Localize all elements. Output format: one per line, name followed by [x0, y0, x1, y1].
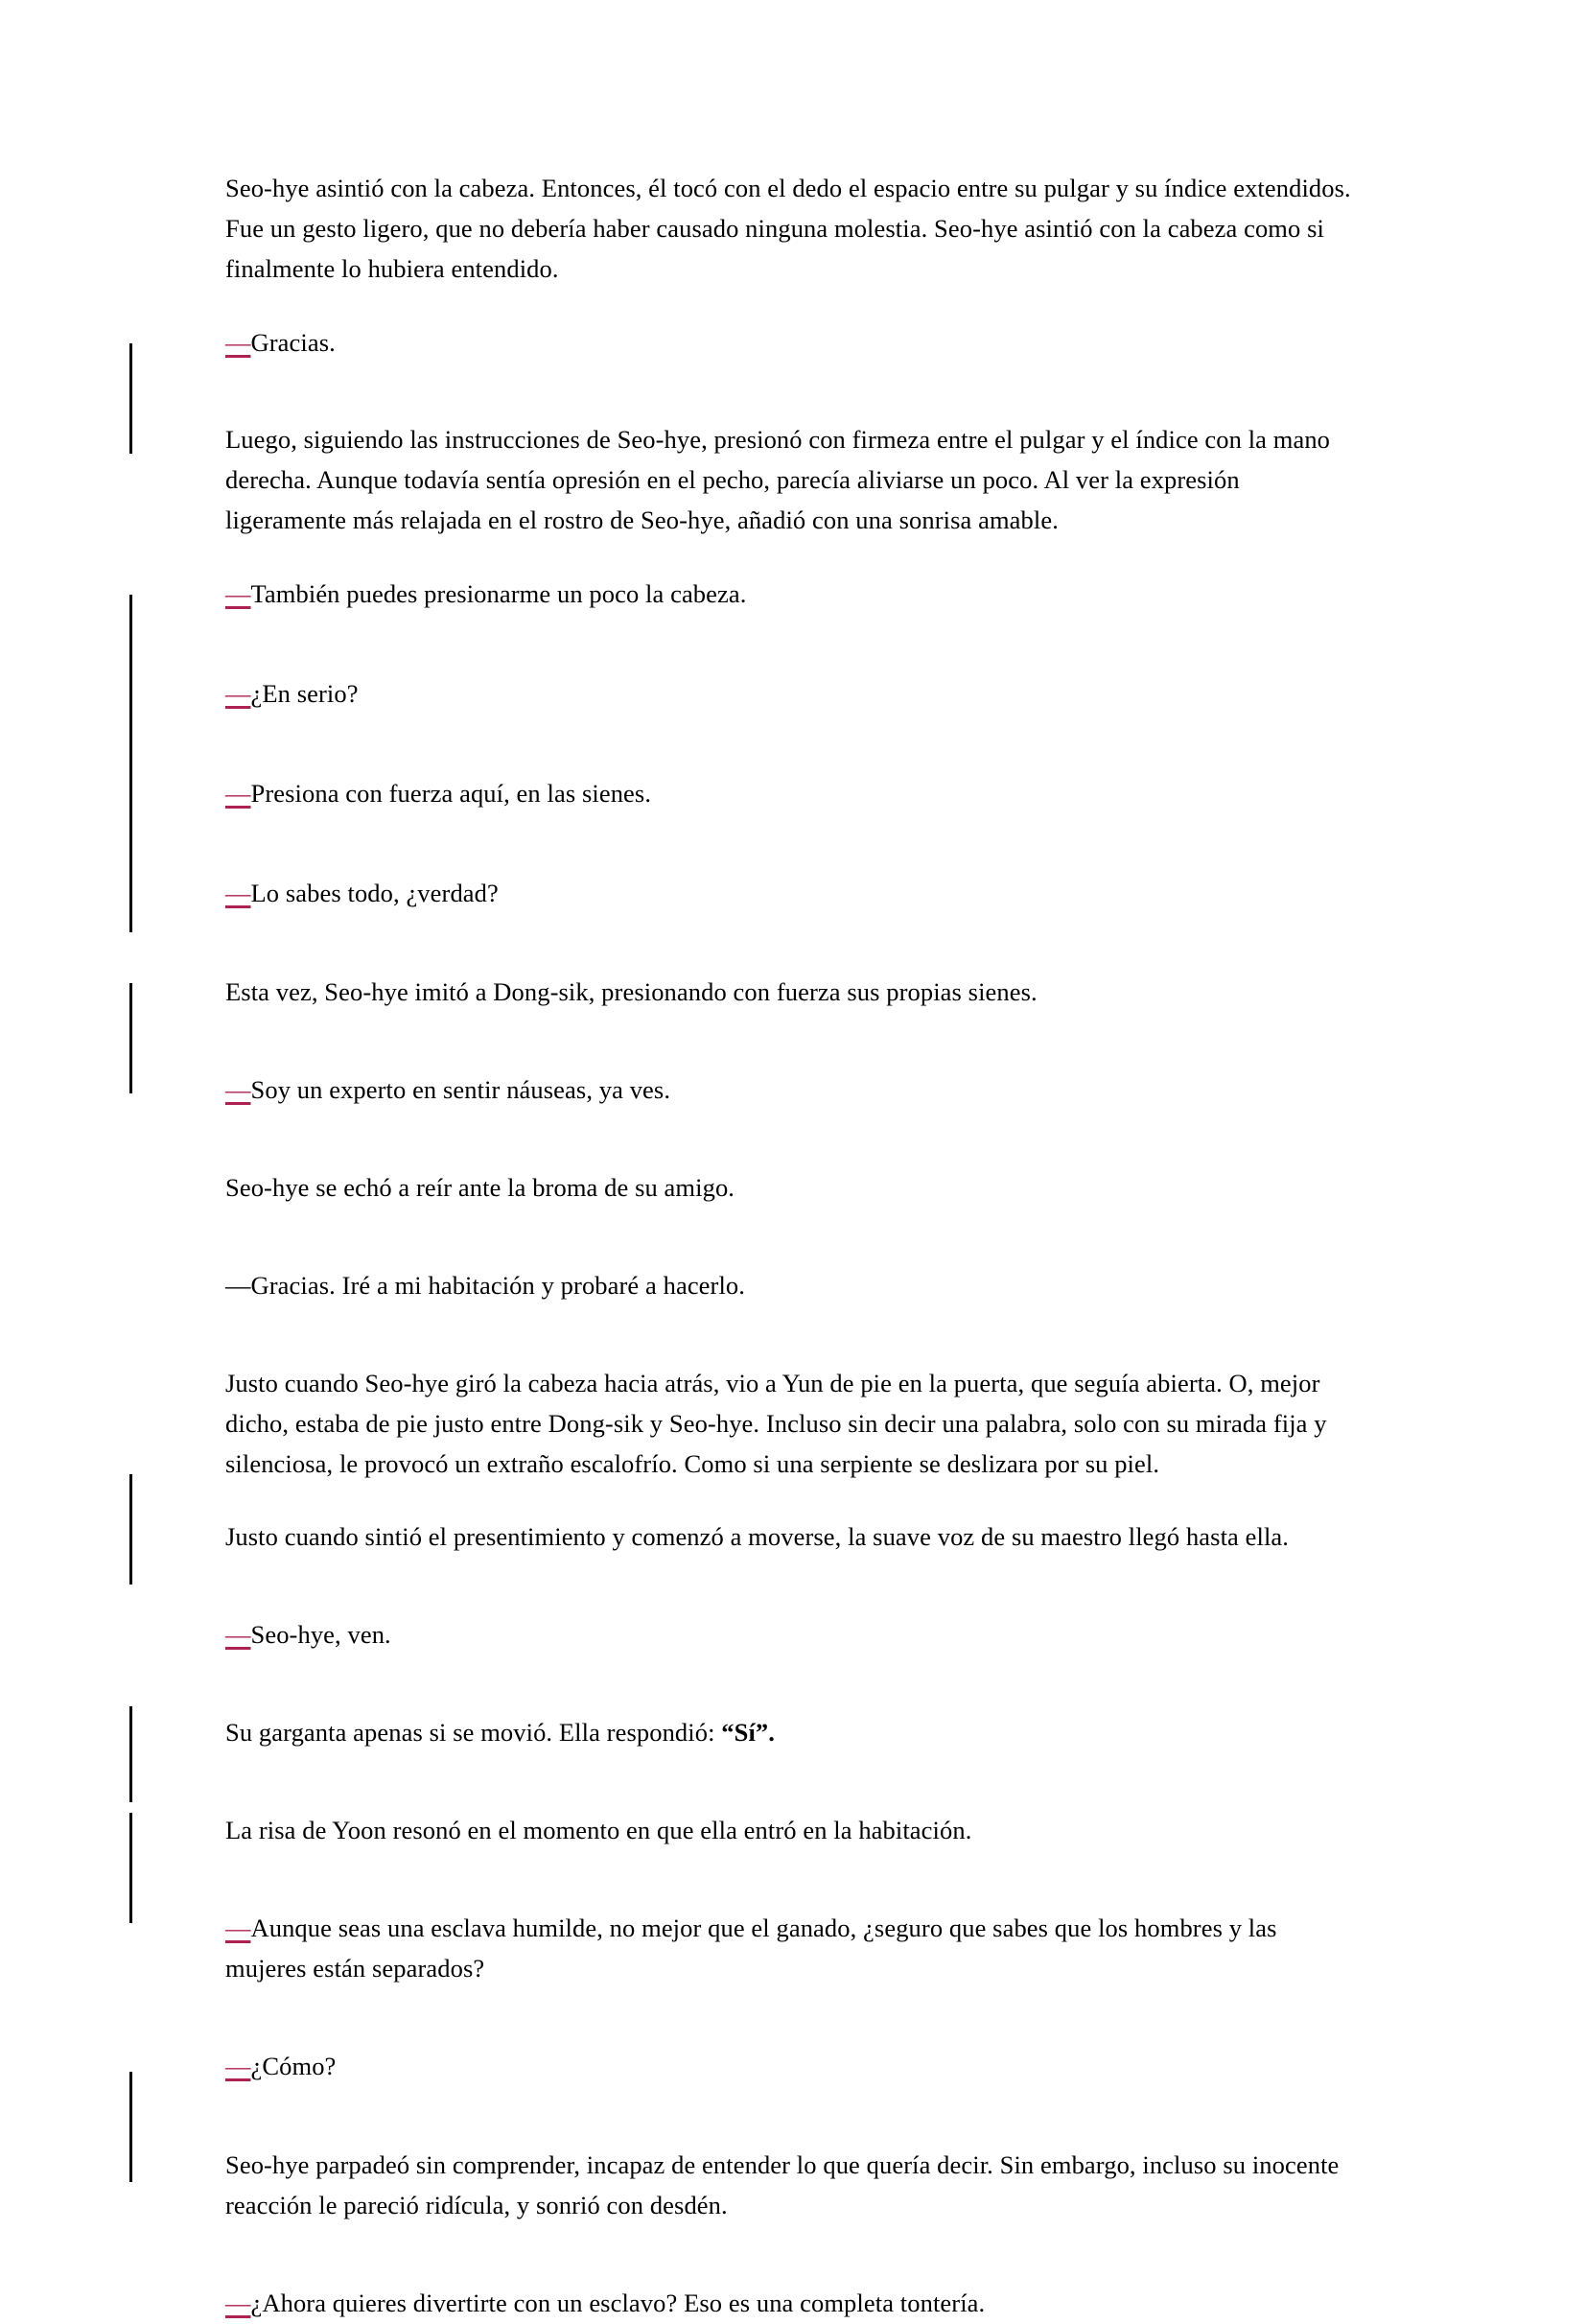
paragraph-narration-bold	[225, 1713, 1357, 1753]
change-bar-7	[129, 2072, 132, 2182]
revision-dash-icon: —	[225, 778, 251, 808]
dialogue-text: ¿En serio?	[250, 678, 359, 708]
dialogue-text: Presiona con fuerza aquí, en las sienes.	[250, 778, 652, 808]
dialogue-text: Seo-hye, ven.	[250, 1620, 391, 1650]
paragraph-narration: Esta vez, Seo-hye imitó a Dong-sik, presionando con fuerza sus propias sienes.	[225, 977, 1038, 1007]
document-text-body	[225, 169, 1357, 2324]
change-bar-1	[129, 343, 132, 454]
paragraph-narration: Seo-hye asintió con la cabeza. Entonces, él tocó con el dedo el espacio entre su pulgar y su índice extendidos. Fue un gesto ligero, que no debería haber causado ninguna molestia. Seo-hye asintió con la cabeza como si finalmente lo hubiera entendido.	[225, 174, 1351, 283]
dialogue-text: Gracias. Iré a mi habitación y probaré a hacerlo.	[250, 1271, 746, 1301]
revision-dash-icon: —	[225, 678, 251, 708]
dialogue-text: Soy un experto en sentir náuseas, ya ves.	[250, 1075, 671, 1105]
dialogue-text: Lo sabes todo, ¿verdad?	[250, 878, 499, 907]
paragraph-dialogue	[225, 2284, 1357, 2324]
change-bar-3	[129, 983, 132, 1093]
paragraph-narration: Seo-hye parpadeó sin comprender, incapaz de entender lo que quería decir. Sin embargo, incluso su inocente reacción le pareció ridícula, y sonrió con desdén.	[225, 2150, 1340, 2220]
revision-dash-icon: —	[225, 1620, 251, 1650]
paragraph-dialogue	[225, 323, 1357, 364]
revision-dash-icon: —	[225, 1913, 251, 1942]
paragraph-narration: Justo cuando sintió el presentimiento y comenzó a moverse, la suave voz de su maestro llegó hasta ella.	[225, 1522, 1290, 1552]
em-dash-icon: —	[225, 1271, 251, 1301]
paragraph-dialogue	[225, 1909, 1357, 1989]
paragraph-narration: La risa de Yoon resonó en el momento en que ella entró en la habitación.	[225, 1816, 972, 1845]
narration-text: Su garganta apenas si se movió. Ella respondió:	[225, 1718, 722, 1748]
paragraph-dialogue	[225, 1266, 1357, 1306]
dialogue-text: ¿Ahora quieres divertirte con un esclavo? Eso es una completa tontería.	[250, 2289, 986, 2318]
dialogue-text: También puedes presionarme un poco la cabeza.	[250, 579, 747, 609]
revision-dash-icon: —	[225, 327, 251, 357]
revision-dash-icon: —	[225, 878, 251, 907]
dialogue-text: Aunque seas una esclava humilde, no mejor que el ganado, ¿seguro que sabes que los hombres y las mujeres están separados?	[225, 1913, 1277, 1983]
paragraph-dialogue	[225, 1615, 1357, 1655]
change-bar-2	[129, 595, 132, 932]
paragraph-dialogue	[225, 575, 1357, 615]
change-bar-6	[129, 1813, 132, 1923]
paragraph-dialogue	[225, 2047, 1357, 2087]
paragraph-narration: Justo cuando Seo-hye giró la cabeza hacia atrás, vio a Yun de pie en la puerta, que seguía abierta. O, mejor dicho, estaba de pie justo entre Dong-sik y Seo-hye. Incluso sin decir una palabra, solo con su mirada fija y silenciosa, le provocó un extraño escalofrío. Como si una serpiente se deslizara por su piel.	[225, 1368, 1327, 1478]
change-bar-5	[129, 1706, 132, 1802]
paragraph-narration: Seo-hye se echó a reír ante la broma de su amigo.	[225, 1173, 735, 1203]
paragraph-dialogue	[225, 874, 1357, 914]
paragraph-dialogue	[225, 674, 1357, 715]
change-bar-4	[129, 1474, 132, 1585]
dialogue-text: Gracias.	[250, 327, 336, 357]
dialogue-text: ¿Cómo?	[250, 2051, 337, 2080]
revision-dash-icon: —	[225, 579, 251, 609]
bold-quote: “Sí”.	[721, 1718, 776, 1748]
paragraph-dialogue	[225, 1070, 1357, 1111]
revision-dash-icon: —	[225, 2051, 251, 2080]
paragraph-narration: Luego, siguiendo las instrucciones de Seo-hye, presionó con firmeza entre el pulgar y el índice con la mano derecha. Aunque todavía sentía opresión en el pecho, parecía aliviarse un poco. Al ver la expresión ligeramente más relajada en el rostro de Seo-hye, añadió con una sonrisa amable.	[225, 425, 1331, 535]
revision-dash-icon: —	[225, 1075, 251, 1105]
revision-dash-icon: —	[225, 2289, 251, 2318]
paragraph-dialogue	[225, 774, 1357, 814]
